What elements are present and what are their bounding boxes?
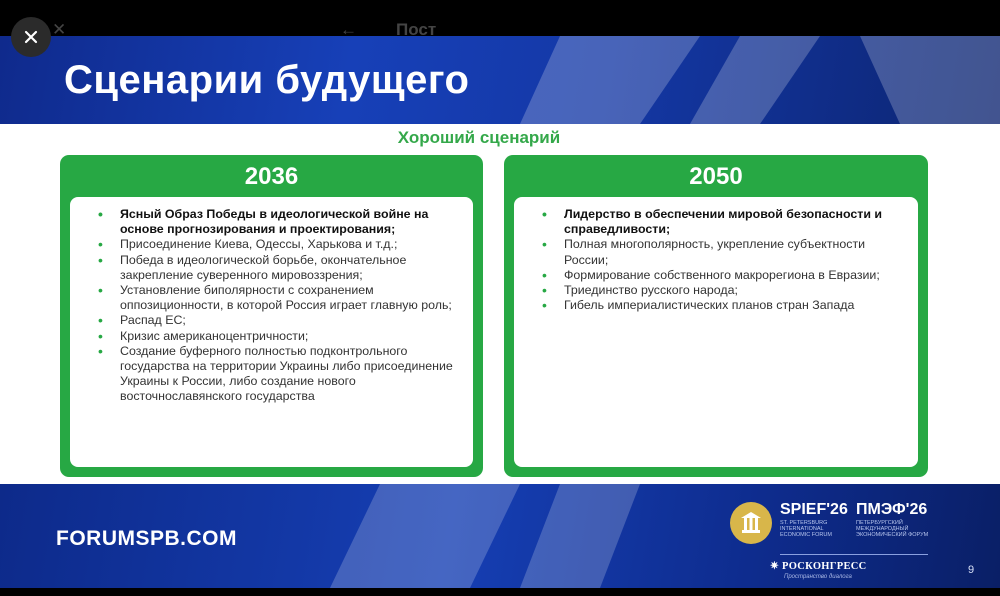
list-item: • Победа в идеологической борьбе, окончательное закрепление суверенного мировоззрения; [94, 253, 463, 283]
list-item: • Распад ЕС; [94, 313, 463, 328]
forum-website: FORUMSPB.COM [56, 527, 237, 550]
viewer-top-bar [0, 0, 1000, 36]
panel-year: 2036 [244, 163, 299, 190]
list-item: • Ясный Образ Победы в идеологической войне на основе прогнозирования и проектирования; [94, 207, 463, 237]
slide-footer [0, 484, 1000, 588]
brand-divider [780, 554, 928, 555]
list-item: • Присоединение Киева, Одессы, Харькова и т.д.; [94, 237, 463, 252]
slide-page-number: 9 [968, 564, 975, 576]
presentation-slide [0, 36, 1000, 588]
brand-pmef-sub: ПЕТЕРБУРГСКИЙ МЕЖДУНАРОДНЫЙ ЭКОНОМИЧЕСКИЙ ФОРУМ [856, 520, 929, 539]
slide-header [0, 36, 1000, 124]
back-arrow-icon: ← [340, 20, 357, 36]
roscongress-logo [770, 560, 867, 572]
brand-spief: SPIEF'26 [780, 501, 848, 518]
panel-2036 [60, 155, 483, 477]
scenario-subtitle: Хороший сценарий [397, 128, 561, 147]
back-icon: ✕ [52, 20, 67, 36]
brand-spief-sub: ST. PETERSBURG INTERNATIONAL ECONOMIC FORUM [780, 520, 832, 539]
list-item: • Кризис американоцентричности; [94, 329, 463, 344]
scenario-list [94, 207, 463, 405]
top-bar-ghost-text: Пост [396, 20, 437, 36]
forum-emblem-icon [730, 502, 772, 544]
panel-body [70, 197, 473, 467]
viewer-bottom-bar [0, 588, 1000, 596]
list-item: • Гибель империалистических планов стран Запада [538, 298, 908, 313]
column-emblem-icon [738, 510, 764, 536]
brand-pmef: ПМЭФ'26 [856, 501, 928, 518]
scenario-list [538, 207, 908, 313]
close-button[interactable] [11, 17, 51, 57]
close-icon [23, 29, 39, 45]
list-item: • Создание буферного полностью подконтрольного государства на территории Украины либо присоединение Украины к России, либо создание нового восточнославянского государства [94, 344, 463, 405]
star-icon: ✷ [770, 561, 780, 572]
slide-title: Сценарии будущего [64, 58, 470, 102]
list-item: • Формирование собственного макрорегиона в Евразии; [538, 268, 908, 283]
list-item: • Установление биполярности с сохранением оппозиционности, в которой Россия играет главную роль; [94, 283, 463, 313]
panel-body [514, 197, 918, 467]
panel-year: 2050 [689, 163, 743, 190]
panel-2050 [504, 155, 928, 477]
list-item: • Лидерство в обеспечении мировой безопасности и справедливости; [538, 207, 908, 237]
list-item: • Полная многополярность, укрепление субъектности России; [538, 237, 908, 267]
list-item: • Триединство русского народа; [538, 283, 908, 298]
roscongress-label: РОСКОНГРЕСС [782, 561, 867, 572]
roscongress-tagline: Пространство диалога [784, 574, 852, 580]
